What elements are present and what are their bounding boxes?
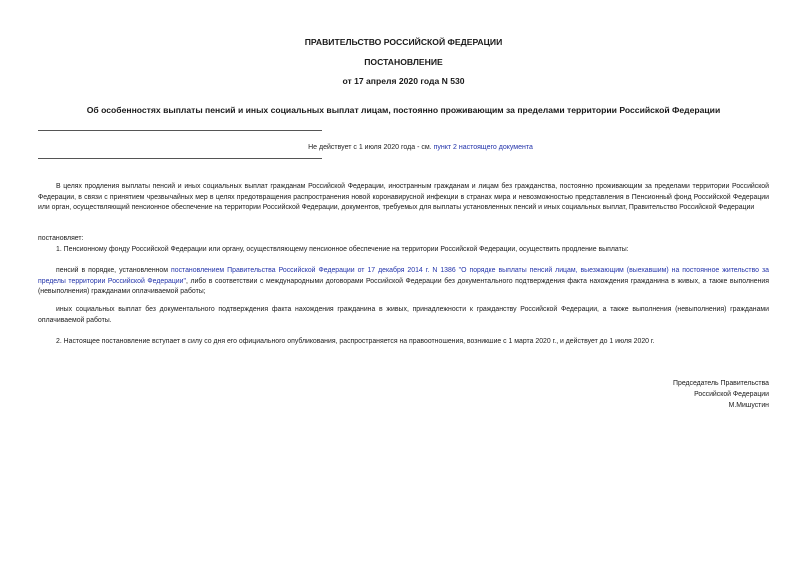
decides-paragraph: постановляет:: [38, 235, 84, 242]
status-link[interactable]: пункт 2 настоящего документа: [433, 144, 533, 151]
item-2-paragraph: 2. Настоящее постановление вступает в силу со дня его официального опубликования, распространяется на правоотношения, возникшие с 1 марта 2020 г., и действует до 1 июля 2020 г.: [56, 338, 655, 345]
item-1a-link[interactable]: постановлением Правительства Российской Федерации от 17 декабря 2014 г. N 1386 "О порядке выплаты пенсий лицам, выезжающим (выехавшим) на постоянное жительство за пределы территории Российской Федерации": [38, 267, 770, 285]
preamble-paragraph: В целях продления выплаты пенсий и иных социальных выплат гражданам Российской Федерации, иностранным гражданам и лицам без гражданства, постоянно проживающим за пределами территории Российской Федерации, в связи с принятием чрезвычайных мер в целях предотвращения распространения новой коронавирусной инфекции в странах мира и невозможностью представления в Пенсионный фонд Российской Федерации или орган, осуществляющий пенсионное обеспечение на территории Российской Федерации, документов, требуемых для выплаты установленных пенсий и иных социальных выплат, Правительство Российской Федерации: [38, 183, 769, 212]
item-1a-suffix: , либо в соответствии с международными договорами Российской Федерации без документального подтверждения факта нахождения гражданина в живых, а также выполнения (невыполнения) гражданами оплачиваемой работы;: [38, 277, 769, 296]
item-1b-paragraph: иных социальных выплат без документального подтверждения факта нахождения гражданина в живых, принадлежности к гражданству Российской Федерации, а также выполнения (невыполнения) гражданами оплачиваемой работы.: [38, 306, 769, 324]
item-1-paragraph: 1. Пенсионному фонду Российской Федерации или органу, осуществляющему пенсионное обеспечение на территории Российской Федерации, осуществить продление выплаты:: [56, 246, 629, 253]
item-1a-prefix: пенсий в порядке, установленном: [56, 267, 172, 274]
signature-position-line1: Председатель Правительства: [673, 380, 769, 387]
document-title: Об особенностях выплаты пенсий и иных социальных выплат лицам, постоянно проживающим за пределами территории Российской Федерации: [86, 105, 721, 115]
status-prefix: Не действует с 1 июля 2020 года - см.: [308, 144, 434, 151]
status-note: [38, 144, 803, 151]
document-authority: ПРАВИТЕЛЬСТВО РОССИЙСКОЙ ФЕДЕРАЦИИ: [304, 37, 503, 47]
item-1a-paragraph: [38, 266, 769, 298]
divider-bottom: [38, 158, 322, 159]
document-date-number: от 17 апреля 2020 года N 530: [342, 76, 465, 86]
document-type: ПОСТАНОВЛЕНИЕ: [364, 57, 443, 67]
signature-block: [560, 378, 769, 411]
divider-top: [38, 130, 322, 131]
signature-name: М.Мишустин: [728, 402, 769, 409]
signature-position-line2: Российской Федерации: [694, 391, 769, 398]
